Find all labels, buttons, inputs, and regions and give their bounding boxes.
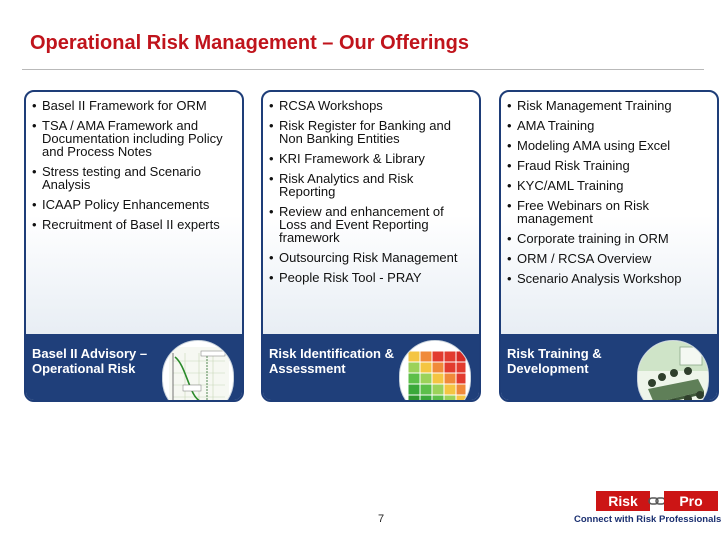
list-item: • KYC/AML Training: [507, 178, 624, 193]
card-footer-title: Risk Training & Development: [507, 346, 602, 376]
list-item: • Free Webinars on Risk management: [507, 198, 649, 226]
list-item: • TSA / AMA Framework and Documentation including Policy and Process Notes: [32, 118, 223, 159]
list-item: • Outsourcing Risk Management: [269, 250, 458, 265]
list-item: • Risk Management Training: [507, 98, 672, 113]
loss-distribution-chart-icon: [162, 340, 234, 402]
list-item: • RCSA Workshops: [269, 98, 383, 113]
list-item: • Scenario Analysis Workshop: [507, 271, 682, 286]
logo-risk-word: Risk: [596, 491, 650, 511]
card-footer-title: Basel II Advisory – Operational Risk: [32, 346, 148, 376]
list-item: • Risk Analytics and Risk Reporting: [269, 171, 414, 199]
list-item: • Modeling AMA using Excel: [507, 138, 671, 153]
page-title: Operational Risk Management – Our Offerings: [30, 32, 469, 54]
offering-card-risk-training: [499, 90, 719, 402]
list-item: • Basel II Framework for ORM: [32, 98, 207, 113]
offering-list: [507, 99, 711, 285]
heat-map-icon: [399, 340, 471, 402]
list-item: • Risk Register for Banking and Non Banking Entities: [269, 118, 451, 146]
offering-card-basel-advisory: [24, 90, 244, 402]
riskpro-logo: [574, 491, 724, 531]
offering-card-risk-identification: [261, 90, 481, 402]
card-footer-title: Risk Identification & Assessment: [269, 346, 394, 376]
logo-pro-word: Pro: [664, 491, 718, 511]
list-item: • AMA Training: [507, 118, 595, 133]
logo-tagline: Connect with Risk Professionals: [574, 514, 722, 525]
card-footer: [263, 334, 479, 400]
title-divider: [22, 69, 704, 70]
offering-list: [269, 99, 473, 284]
list-item: • Fraud Risk Training: [507, 158, 630, 173]
card-content: [263, 92, 479, 336]
card-content: [501, 92, 717, 336]
card-content: [26, 92, 242, 336]
list-item: • Review and enhancement of Loss and Event Reporting framework: [269, 204, 444, 245]
list-item: • KRI Framework & Library: [269, 151, 425, 166]
list-item: • Recruitment of Basel II experts: [32, 217, 220, 232]
card-footer: [501, 334, 717, 400]
meeting-room-icon: [637, 340, 709, 402]
list-item: • ORM / RCSA Overview: [507, 251, 652, 266]
list-item: • Corporate training in ORM: [507, 231, 669, 246]
list-item: • People Risk Tool - PRAY: [269, 270, 422, 285]
page-number: 7: [378, 513, 385, 525]
list-item: • Stress testing and Scenario Analysis: [32, 164, 201, 192]
card-footer: [26, 334, 242, 400]
offering-list: [32, 99, 236, 231]
list-item: • ICAAP Policy Enhancements: [32, 197, 210, 212]
